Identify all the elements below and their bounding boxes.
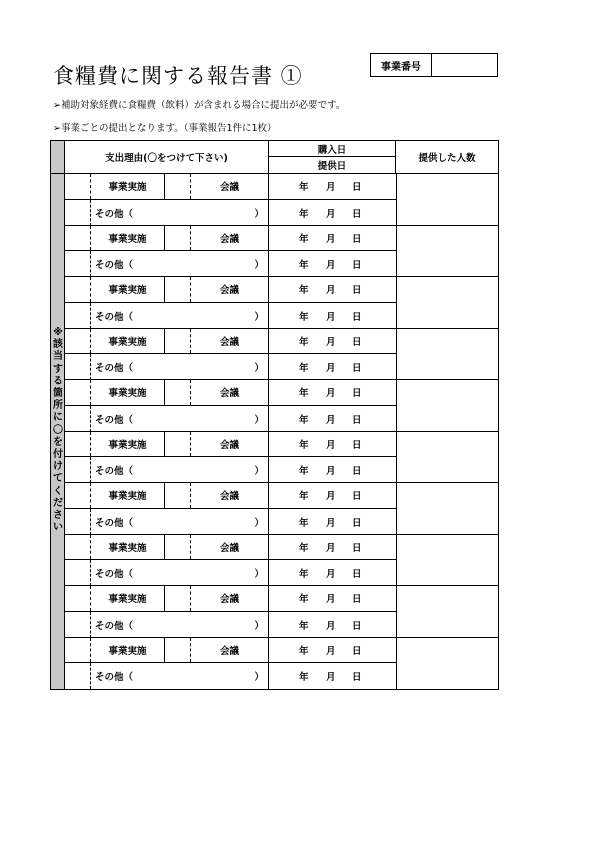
check-cell-kaigi[interactable]	[165, 535, 191, 560]
provide-line	[65, 560, 396, 586]
label-jigyo: 事業実施	[91, 329, 165, 354]
table-row-group	[65, 226, 498, 278]
provide-date-field[interactable]	[269, 303, 396, 329]
day-label: 日	[352, 388, 362, 400]
instruction-char: い	[53, 522, 63, 534]
instruction-char: を	[53, 436, 63, 448]
label-kaigi: 会議	[191, 638, 269, 663]
people-count-field[interactable]	[396, 535, 498, 586]
other-close-label: ）	[254, 208, 264, 220]
other-reason-field[interactable]	[91, 251, 269, 277]
month-label: 月	[326, 439, 336, 451]
purchase-line	[65, 174, 396, 200]
month-label: 月	[326, 311, 336, 323]
table-row-group	[65, 432, 498, 484]
instruction-char: 当	[53, 351, 63, 363]
day-label: 日	[352, 260, 362, 272]
month-label: 月	[326, 466, 336, 478]
month-label: 月	[326, 672, 336, 684]
table-row-group	[65, 638, 498, 690]
day-label: 日	[352, 517, 362, 529]
day-label: 日	[352, 233, 362, 245]
other-open-label: その他（	[95, 363, 134, 375]
purchase-line	[65, 329, 396, 355]
year-label: 年	[299, 285, 309, 297]
instruction-char: ※	[53, 327, 63, 338]
year-label: 年	[299, 569, 309, 581]
people-count-field[interactable]	[396, 380, 498, 431]
label-kaigi: 会議	[191, 380, 269, 405]
month-label: 月	[326, 233, 336, 245]
check-cell-other[interactable]	[65, 251, 91, 277]
year-label: 年	[299, 620, 309, 632]
check-cell-jigyo[interactable]	[65, 380, 91, 405]
label-kaigi: 会議	[191, 174, 269, 199]
label-jigyo: 事業実施	[91, 535, 165, 560]
other-close-label: ）	[254, 260, 264, 272]
purchase-line	[65, 638, 396, 664]
other-reason-field[interactable]	[91, 200, 269, 226]
header-purchase-date: 購入日	[269, 141, 395, 157]
check-cell-jigyo[interactable]	[65, 277, 91, 302]
check-cell-other[interactable]	[65, 663, 91, 689]
month-label: 月	[326, 363, 336, 375]
month-label: 月	[326, 491, 336, 503]
table-row-group	[65, 277, 498, 329]
other-reason-field[interactable]	[91, 560, 269, 586]
year-label: 年	[299, 363, 309, 375]
other-close-label: ）	[254, 569, 264, 581]
month-label: 月	[326, 517, 336, 529]
check-cell-jigyo[interactable]	[65, 432, 91, 457]
label-jigyo: 事業実施	[91, 638, 165, 663]
people-count-field[interactable]	[396, 432, 498, 483]
purchase-date-field[interactable]	[269, 483, 396, 508]
label-jigyo: 事業実施	[91, 226, 165, 251]
month-label: 月	[326, 569, 336, 581]
people-count-field[interactable]	[396, 483, 498, 534]
provide-date-field[interactable]	[269, 612, 396, 638]
other-open-label: その他（	[95, 466, 134, 478]
purchase-date-field[interactable]	[269, 277, 396, 302]
purchase-line	[65, 586, 396, 612]
table-row-group	[65, 586, 498, 638]
provide-line	[65, 303, 396, 329]
instruction-char: さ	[53, 510, 63, 522]
instruction-char: 〇	[53, 424, 63, 436]
business-number-label: 事業番号	[371, 54, 432, 76]
instruction-char: け	[53, 461, 63, 473]
month-label: 月	[326, 620, 336, 632]
header-people: 提供した人数	[418, 153, 476, 164]
check-cell-kaigi[interactable]	[165, 638, 191, 663]
check-cell-jigyo[interactable]	[65, 329, 91, 354]
instruction-char: る	[53, 375, 63, 387]
other-open-label: その他（	[95, 414, 134, 426]
purchase-line	[65, 483, 396, 509]
other-open-label: その他（	[95, 260, 134, 272]
check-cell-kaigi[interactable]	[165, 329, 191, 354]
provide-date-field[interactable]	[269, 457, 396, 483]
instruction-char: す	[53, 363, 63, 375]
check-cell-other[interactable]	[65, 457, 91, 483]
other-reason-field[interactable]	[91, 406, 269, 432]
check-cell-kaigi[interactable]	[165, 483, 191, 508]
check-cell-other[interactable]	[65, 612, 91, 638]
day-label: 日	[352, 645, 362, 657]
year-label: 年	[299, 517, 309, 529]
check-cell-jigyo[interactable]	[65, 483, 91, 508]
month-label: 月	[326, 388, 336, 400]
other-open-label: その他（	[95, 311, 134, 323]
other-close-label: ）	[254, 620, 264, 632]
people-count-field[interactable]	[396, 638, 498, 690]
year-label: 年	[299, 414, 309, 426]
header-reason: 支出理由(〇をつけて下さい)	[65, 141, 269, 173]
check-cell-other[interactable]	[65, 560, 91, 586]
month-label: 月	[326, 260, 336, 272]
month-label: 月	[326, 285, 336, 297]
people-count-field[interactable]	[396, 586, 498, 637]
purchase-line	[65, 380, 396, 406]
other-open-label: その他（	[95, 569, 134, 581]
year-label: 年	[299, 542, 309, 554]
label-jigyo: 事業実施	[91, 174, 165, 199]
purchase-line	[65, 432, 396, 458]
purchase-line	[65, 226, 396, 252]
label-kaigi: 会議	[191, 483, 269, 508]
header-dates	[269, 141, 396, 173]
month-label: 月	[326, 414, 336, 426]
label-jigyo: 事業実施	[91, 483, 165, 508]
provide-line	[65, 457, 396, 483]
check-cell-jigyo[interactable]	[65, 638, 91, 663]
provide-line	[65, 251, 396, 277]
year-label: 年	[299, 311, 309, 323]
check-cell-other[interactable]	[65, 200, 91, 226]
provide-line	[65, 509, 396, 535]
day-label: 日	[352, 182, 362, 194]
purchase-line	[65, 277, 396, 303]
table-header	[51, 141, 498, 174]
label-jigyo: 事業実施	[91, 586, 165, 611]
provide-date-field[interactable]	[269, 354, 396, 380]
instruction-char: て	[53, 473, 63, 485]
table-row-group	[65, 174, 498, 226]
purchase-date-field[interactable]	[269, 586, 396, 611]
provide-line	[65, 406, 396, 432]
day-label: 日	[352, 466, 362, 478]
provide-date-field[interactable]	[269, 406, 396, 432]
label-kaigi: 会議	[191, 277, 269, 302]
note-1: ➢補助対象経費に食糧費（飲料）が含まれる場合に提出が必要です。	[53, 100, 346, 111]
month-label: 月	[326, 594, 336, 606]
day-label: 日	[352, 414, 362, 426]
day-label: 日	[352, 439, 362, 451]
table-row-group	[65, 535, 498, 587]
people-count-field[interactable]	[396, 174, 498, 225]
day-label: 日	[352, 336, 362, 348]
purchase-date-field[interactable]	[269, 380, 396, 405]
provide-line	[65, 612, 396, 638]
other-open-label: その他（	[95, 208, 134, 220]
other-close-label: ）	[254, 363, 264, 375]
label-jigyo: 事業実施	[91, 277, 165, 302]
business-number-field[interactable]	[432, 54, 497, 76]
other-reason-field[interactable]	[91, 303, 269, 329]
month-label: 月	[326, 645, 336, 657]
other-open-label: その他（	[95, 517, 134, 529]
purchase-line	[65, 535, 396, 561]
check-cell-other[interactable]	[65, 509, 91, 535]
label-kaigi: 会議	[191, 535, 269, 560]
instruction-vertical-text	[51, 327, 65, 534]
page-title: 食糧費に関する報告書 ①	[53, 64, 303, 88]
provide-line	[65, 663, 396, 689]
day-label: 日	[352, 311, 362, 323]
table-body	[65, 174, 498, 689]
note-2: ➢事業ごとの提出となります。（事業報告1件に1枚）	[53, 123, 277, 134]
check-cell-jigyo[interactable]	[65, 535, 91, 560]
other-open-label: その他（	[95, 672, 134, 684]
year-label: 年	[299, 491, 309, 503]
instruction-char: 箇	[53, 388, 63, 400]
purchase-date-field[interactable]	[269, 432, 396, 457]
table-row-group	[65, 380, 498, 432]
day-label: 日	[352, 672, 362, 684]
provide-date-field[interactable]	[269, 663, 396, 689]
business-number-box	[370, 53, 498, 77]
header-provide-date: 提供日	[317, 161, 347, 172]
check-cell-other[interactable]	[65, 354, 91, 380]
provide-date-field[interactable]	[269, 560, 396, 586]
label-kaigi: 会議	[191, 432, 269, 457]
year-label: 年	[299, 466, 309, 478]
other-reason-field[interactable]	[91, 612, 269, 638]
purchase-date-field[interactable]	[269, 226, 396, 251]
table-row-group	[65, 329, 498, 381]
provide-line	[65, 200, 396, 226]
day-label: 日	[352, 620, 362, 632]
purchase-date-field[interactable]	[269, 638, 396, 663]
month-label: 月	[326, 208, 336, 220]
other-reason-field[interactable]	[91, 457, 269, 483]
other-close-label: ）	[254, 466, 264, 478]
purchase-date-field[interactable]	[269, 535, 396, 560]
other-close-label: ）	[254, 672, 264, 684]
day-label: 日	[352, 363, 362, 375]
instruction-char: に	[53, 412, 63, 424]
table-row-group	[65, 483, 498, 535]
people-count-field[interactable]	[396, 226, 498, 277]
month-label: 月	[326, 182, 336, 194]
day-label: 日	[352, 569, 362, 581]
report-table	[50, 140, 499, 690]
year-label: 年	[299, 182, 309, 194]
other-open-label: その他（	[95, 620, 134, 632]
label-kaigi: 会議	[191, 329, 269, 354]
other-reason-field[interactable]	[91, 509, 269, 535]
day-label: 日	[352, 208, 362, 220]
year-label: 年	[299, 672, 309, 684]
check-cell-kaigi[interactable]	[165, 277, 191, 302]
check-cell-jigyo[interactable]	[65, 226, 91, 251]
check-cell-jigyo[interactable]	[65, 586, 91, 611]
other-close-label: ）	[254, 311, 264, 323]
check-cell-kaigi[interactable]	[165, 174, 191, 199]
check-cell-other[interactable]	[65, 303, 91, 329]
year-label: 年	[299, 233, 309, 245]
provide-date-field[interactable]	[269, 251, 396, 277]
year-label: 年	[299, 208, 309, 220]
other-close-label: ）	[254, 517, 264, 529]
check-cell-kaigi[interactable]	[165, 586, 191, 611]
other-close-label: ）	[254, 414, 264, 426]
purchase-date-field[interactable]	[269, 174, 396, 199]
month-label: 月	[326, 336, 336, 348]
other-reason-field[interactable]	[91, 663, 269, 689]
label-jigyo: 事業実施	[91, 432, 165, 457]
label-jigyo: 事業実施	[91, 380, 165, 405]
day-label: 日	[352, 594, 362, 606]
provide-date-field[interactable]	[269, 200, 396, 226]
check-cell-kaigi[interactable]	[165, 226, 191, 251]
check-cell-jigyo[interactable]	[65, 174, 91, 199]
instruction-char: 所	[53, 400, 63, 412]
instruction-char: 該	[53, 339, 63, 351]
check-cell-other[interactable]	[65, 406, 91, 432]
people-count-field[interactable]	[396, 277, 498, 328]
provide-line	[65, 354, 396, 380]
purchase-date-field[interactable]	[269, 329, 396, 354]
year-label: 年	[299, 439, 309, 451]
year-label: 年	[299, 388, 309, 400]
instruction-char: く	[53, 485, 63, 497]
instruction-char: だ	[53, 497, 63, 509]
check-cell-kaigi[interactable]	[165, 380, 191, 405]
day-label: 日	[352, 491, 362, 503]
month-label: 月	[326, 542, 336, 554]
year-label: 年	[299, 336, 309, 348]
label-kaigi: 会議	[191, 226, 269, 251]
provide-date-field[interactable]	[269, 509, 396, 535]
check-cell-kaigi[interactable]	[165, 432, 191, 457]
year-label: 年	[299, 594, 309, 606]
people-count-field[interactable]	[396, 329, 498, 380]
year-label: 年	[299, 645, 309, 657]
year-label: 年	[299, 260, 309, 272]
instruction-char: 付	[53, 449, 63, 461]
day-label: 日	[352, 542, 362, 554]
day-label: 日	[352, 285, 362, 297]
label-kaigi: 会議	[191, 586, 269, 611]
header-corner	[51, 141, 65, 173]
other-reason-field[interactable]	[91, 354, 269, 380]
